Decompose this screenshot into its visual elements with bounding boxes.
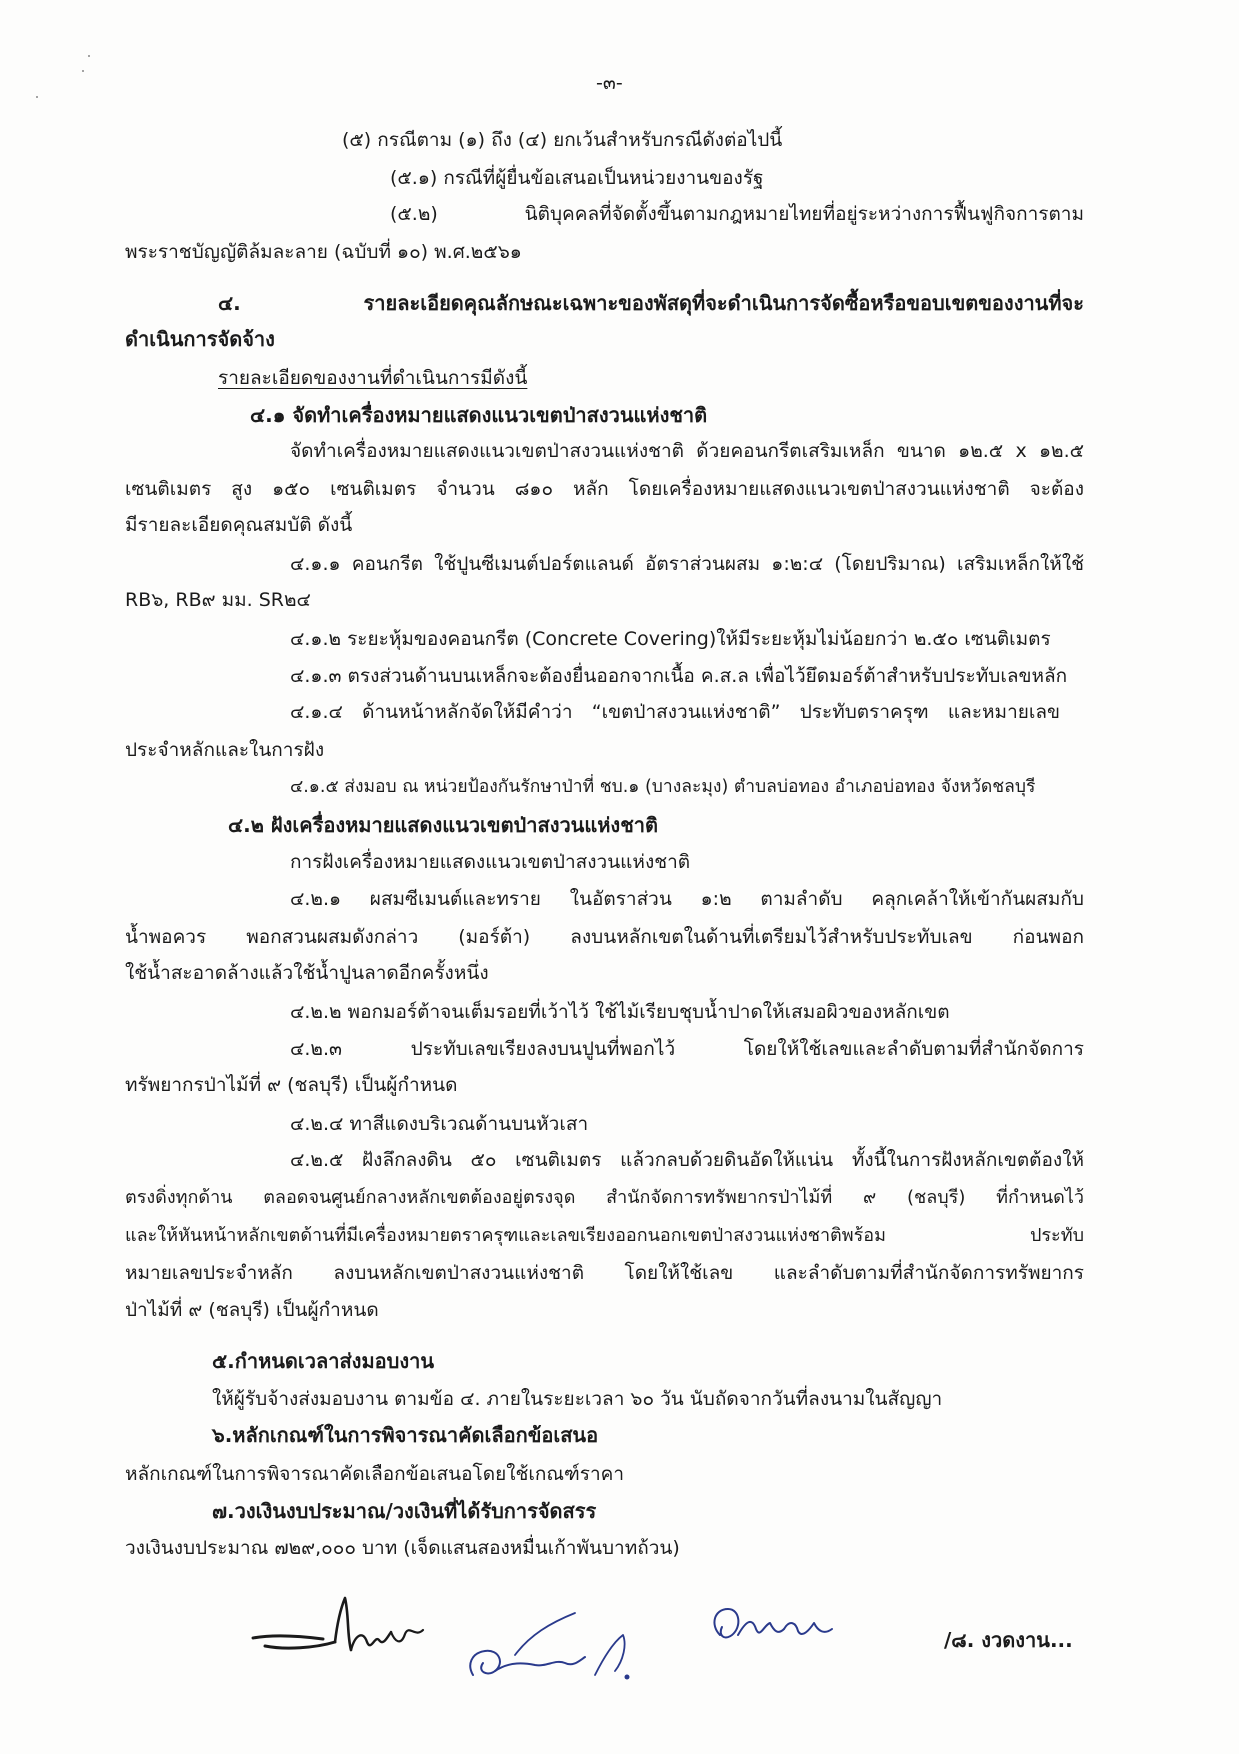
section-4-heading: ๔. รายละเอียดคุณลักษณะเฉพาะของพัสดุที่จะดำเนินการจัดซื้อหรือขอบเขตของงานที่จะ [218, 291, 1084, 315]
item-4-2-3-cont: ทรัพยากรป่าไม้ที่ ๙ (ชลบุรี) เป็นผู้กำหนด [125, 1074, 458, 1096]
page-number: -๓- [596, 72, 623, 94]
line-4-1-intro-2: เซนติเมตร สูง ๑๕๐ เซนติเมตร จำนวน ๘๑๐ หลัก โดยเครื่องหมายแสดงแนวเขตป่าสงวนแห่งชาติ จะต้อง [125, 478, 1084, 500]
subsection-4-1-heading: ๔.๑ จัดทำเครื่องหมายแสดงแนวเขตป่าสงวนแห่งชาติ [250, 403, 708, 427]
item-4-2-1: ๔.๒.๑ ผสมซีเมนต์และทราย ในอัตราส่วน ๑:๒ ตามลำดับ คลุกเคล้าให้เข้ากันผสมกับ [290, 888, 1084, 910]
section-7-heading: ๗.วงเงินงบประมาณ/วงเงินที่ได้รับการจัดสรร [212, 1499, 597, 1523]
work-details-label: รายละเอียดของงานที่ดำเนินการมีดังนี้ [218, 367, 528, 389]
item-4-2-4: ๔.๒.๔ ทาสีแดงบริเวณด้านบนหัวเสา [290, 1113, 589, 1135]
item-4-1-4-cont: ประจำหลักและในการฝัง [125, 739, 325, 761]
item-4-1-2: ๔.๑.๒ ระยะหุ้มของคอนกรีต (Concrete Covering)ให้มีระยะหุ้มไม่น้อยกว่า ๒.๕๐ เซนติเมตร [290, 628, 1051, 650]
section-4-heading-cont: ดำเนินการจัดจ้าง [125, 327, 275, 351]
item-4-1-4: ๔.๑.๔ ด้านหน้าหลักจัดให้มีคำว่า “เขตป่าสงวนแห่งชาติ” ประทับตราครุฑ และหมายเลข [290, 701, 1060, 723]
subsection-4-2-heading: ๔.๒ ฝังเครื่องหมายแสดงแนวเขตป่าสงวนแห่งชาติ [228, 813, 658, 837]
item-4-2-5-cont-1: ตรงดิ่งทุกด้าน ตลอดจนศูนย์กลางหลักเขตต้องอยู่ตรงจุด สำนักจัดการทรัพยากรป่าไม้ที่ ๙ (ชลบุรี) ที่กำหนดไว้ [125, 1187, 1084, 1208]
signature-3 [700, 1595, 850, 1665]
line-1: (๕) กรณีตาม (๑) ถึง (๔) ยกเว้นสำหรับกรณีดังต่อไปนี้ [342, 129, 783, 151]
item-4-2-5-cont-3: หมายเลขประจำหลัก ลงบนหลักเขตป่าสงวนแห่งชาติ โดยให้ใช้เลข และลำดับตามที่สำนักจัดการทรัพยากร [125, 1262, 1084, 1284]
item-4-2-1-cont-2: ใช้น้ำสะอาดล้างแล้วใช้น้ำปูนลาดอีกครั้งหนึ่ง [125, 962, 489, 984]
line-4-1-intro-3: มีรายละเอียดคุณสมบัติ ดังนี้ [125, 514, 353, 536]
item-4-2-1-cont-1: น้ำพอควร พอกสวนผสมดังกล่าว (มอร์ต้า) ลงบนหลักเขตในด้านที่เตรียมไว้สำหรับประทับเลข ก่อนพอก [125, 926, 1084, 948]
section-6-heading: ๖.หลักเกณฑ์ในการพิจารณาคัดเลือกข้อเสนอ [212, 1423, 599, 1447]
item-4-1-1-cont: RB๖, RB๙ มม. SR๒๔ [125, 589, 311, 611]
signature-2 [455, 1605, 645, 1695]
item-4-1-3: ๔.๑.๓ ตรงส่วนด้านบนเหล็กจะต้องยื่นออกจากเนื้อ ค.ส.ล เพื่อไว้ยึดมอร์ต้าสำหรับประทับเลขหลัก [290, 665, 1068, 687]
item-4-2-3: ๔.๒.๓ ประทับเลขเรียงลงบนปูนที่พอกไว้ โดยให้ใช้เลขและลำดับตามที่สำนักจัดการ [290, 1038, 1084, 1060]
item-4-2-5-cont-4: ป่าไม้ที่ ๙ (ชลบุรี) เป็นผู้กำหนด [125, 1299, 379, 1321]
signature-1 [245, 1590, 435, 1670]
item-4-1-1: ๔.๑.๑ คอนกรีต ใช้ปูนซีเมนต์ปอร์ตแลนด์ อัตราส่วนผสม ๑:๒:๔ (โดยปริมาณ) เสริมเหล็กให้ใช้ [290, 553, 1084, 575]
line-4: พระราชบัญญัติล้มละลาย (ฉบับที่ ๑๐) พ.ศ.๒๕๖๑ [125, 241, 522, 263]
continued-marker: /๘. งวดงาน... [944, 1628, 1073, 1652]
item-4-2-5: ๔.๒.๕ ฝังลึกลงดิน ๕๐ เซนติเมตร แล้วกลบด้วยดินอัดให้แน่น ทั้งนี้ในการฝังหลักเขตต้องให้ [290, 1149, 1084, 1171]
line-4-2-intro: การฝังเครื่องหมายแสดงแนวเขตป่าสงวนแห่งชาติ [290, 851, 691, 873]
section-6-text: หลักเกณฑ์ในการพิจารณาคัดเลือกข้อเสนอโดยใช้เกณฑ์ราคา [125, 1463, 625, 1485]
line-2: (๕.๑) กรณีที่ผู้ยื่นข้อเสนอเป็นหน่วยงานของรัฐ [390, 167, 764, 189]
section-5-text: ให้ผู้รับจ้างส่งมอบงาน ตามข้อ ๔. ภายในระยะเวลา ๖๐ วัน นับถัดจากวันที่ลงนามในสัญญา [212, 1388, 943, 1410]
item-4-1-5: ๔.๑.๕ ส่งมอบ ณ หน่วยป้องกันรักษาป่าที่ ชบ.๑ (บางละมุง) ตำบลบ่อทอง อำเภอบ่อทอง จังหวัดชลบุรี [290, 777, 1036, 797]
line-4-1-intro-1: จัดทำเครื่องหมายแสดงแนวเขตป่าสงวนแห่งชาติ ด้วยคอนกรีตเสริมเหล็ก ขนาด ๑๒.๕ x ๑๒.๕ [290, 440, 1084, 462]
line-3: (๕.๒) นิติบุคคลที่จัดตั้งขึ้นตามกฎหมายไทยที่อยู่ระหว่างการฟื้นฟูกิจการตาม [390, 203, 1084, 225]
section-7-text: วงเงินงบประมาณ ๗๒๙,๐๐๐ บาท (เจ็ดแสนสองหมื่นเก้าพันบาทถ้วน) [125, 1537, 680, 1559]
section-5-heading: ๕.กำหนดเวลาส่งมอบงาน [212, 1349, 435, 1373]
item-4-2-2: ๔.๒.๒ พอกมอร์ต้าจนเต็มรอยที่เว้าไว้ ใช้ไม้เรียบชุบน้ำปาดให้เสมอผิวของหลักเขต [290, 1001, 950, 1023]
item-4-2-5-cont-2: และให้หันหน้าหลักเขตด้านที่มีเครื่องหมายตราครุฑและเลขเรียงออกนอกเขตป่าสงวนแห่งชาติพร้อม ประทับ [125, 1225, 1084, 1246]
